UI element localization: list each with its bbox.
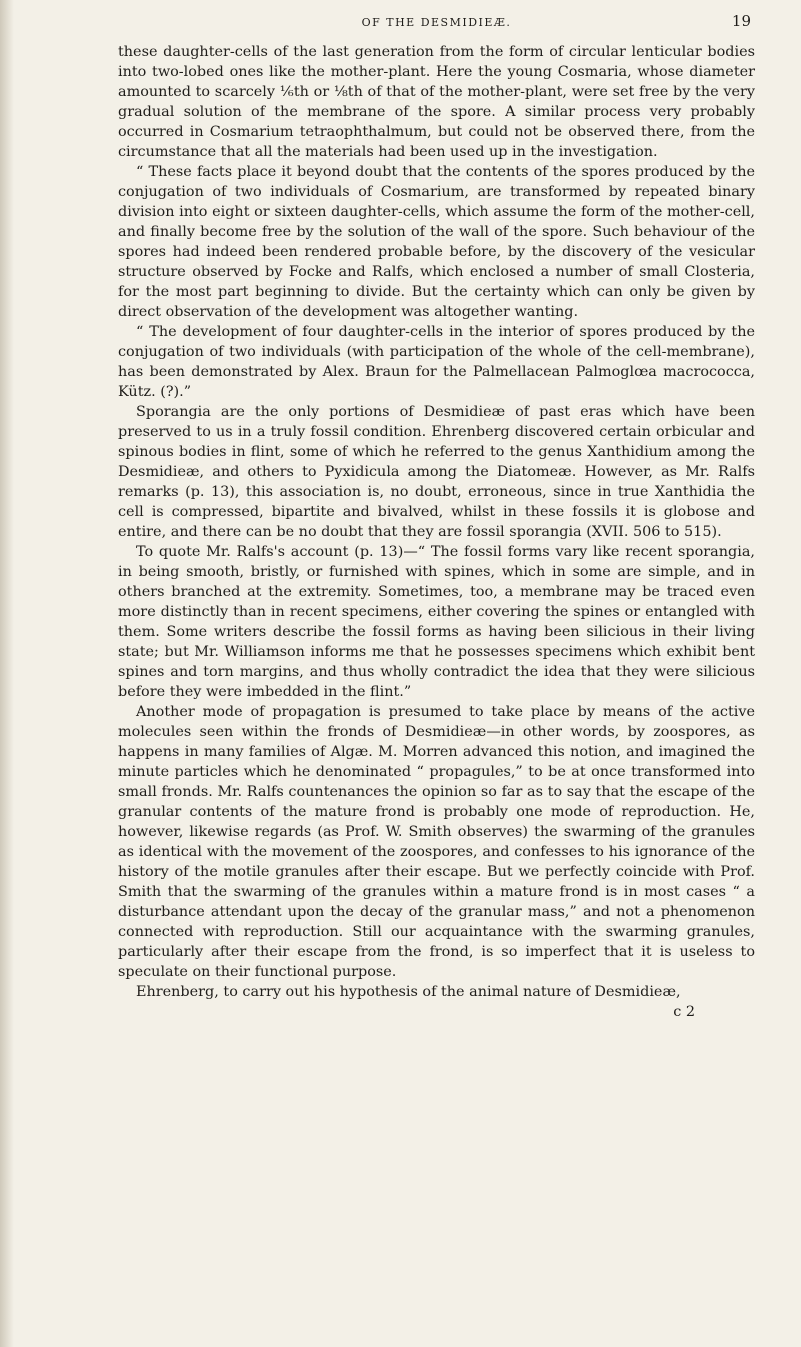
binding-gutter xyxy=(0,0,14,1347)
page-number: 19 xyxy=(731,12,751,30)
paragraph: To quote Mr. Ralfs's account (p. 13)—“ The fossil forms vary like recent sporangia, in being smooth, bristly, or furnished with spines, which in some are simple, and in others branched at the extremity. Sometimes, too, a membrane may be traced even more distinctly than in recent specimens, either covering the spines or entangled with them. Some writers describe the fossil forms as having been silicious in their living state; but Mr. Williamson informs me that he possesses specimens which exhibit bent spines and torn margins, and thus wholly contradict the idea that they were silicious before they were imbedded in the flint.” xyxy=(118,544,755,700)
paragraph: Sporangia are the only portions of Desmidieæ of past eras which have been preserved to us in a truly fossil condition. Ehrenberg discovered certain orbicular and spinous bodies in flint, some of which he referred to the genus Xanthidium among the Desmidieæ, and others to Pyxidicula among the Diatomeæ. However, as Mr. Ralfs remarks (p. 13), this association is, no doubt, erroneous, since in true Xanthidia the cell is compressed, bipartite and bivalved, whilst in these fossils it is globose and entire, and there can be no doubt that they are fossil sporangia (XVII. 506 to 515). xyxy=(118,404,755,540)
signature-mark: c 2 xyxy=(673,1004,695,1020)
paragraph: “ These facts place it beyond doubt that the contents of the spores produced by the conjugation of two individuals of Cosmarium, are transformed by repeated binary division into eight or sixteen daughter-cells, which assume the form of the mother-cell, and finally become free by the solution of the wall of the spore. Such behaviour of the spores had indeed been rendered probable before, by the discovery of the vesicular structure observed by Focke and Ralfs, which enclosed a number of small Closteria, for the most part beginning to divide. But the certainty which can only be given by direct observation of the development was altogether wanting. xyxy=(118,164,755,320)
paragraph: these daughter-cells of the last generation from the form of circular lenticular bodies into two-lobed ones like the mother-plant. Here the young Cosmaria, whose diameter amounted to scarcely ⅙th or ⅛th of that of the mother-plant, were set free by the very gradual solution of the membrane of the spore. A similar process very probably occurred in Cosmarium tetraophthalmum, but could not be observed there, from the circumstance that all the materials had been used up in the investigation. xyxy=(118,44,755,160)
paragraph: Ehrenberg, to carry out his hypothesis of the animal nature of Desmidieæ, xyxy=(136,984,681,1000)
page-body xyxy=(118,42,755,1002)
page-header xyxy=(118,12,755,36)
running-head: OF THE DESMIDIEÆ. xyxy=(361,16,512,29)
paragraph: “ The development of four daughter-cells in the interior of spores produced by the conjugation of two individuals (with participation of the whole of the cell-membrane), has been demonstrated by Alex. Braun for the Palmellacean Palmoglœa macrococca, Kütz. (?).” xyxy=(118,324,755,400)
paragraph: Another mode of propagation is presumed to take place by means of the active molecules seen within the fronds of Desmidieæ—in other words, by zoospores, as happens in many families of Algæ. M. Morren advanced this notion, and imagined the minute particles which he denominated “ propagules,” to be at once transformed into small fronds. Mr. Ralfs countenances the opinion so far as to say that the escape of the granular contents of the mature frond is probably one mode of reproduction. He, however, likewise regards (as Prof. W. Smith observes) the swarming of the granules as identical with the movement of the zoospores, and confesses to his ignorance of the history of the motile granules after their escape. But we perfectly coincide with Prof. Smith that the swarming of the granules within a mature frond is in most cases “ a disturbance attendant upon the decay of the granular mass,” and not a phenomenon connected with reproduction. Still our acquaintance with the swarming granules, particularly after their escape from the frond, is so imperfect that it is useless to speculate on their functional purpose. xyxy=(118,704,755,980)
